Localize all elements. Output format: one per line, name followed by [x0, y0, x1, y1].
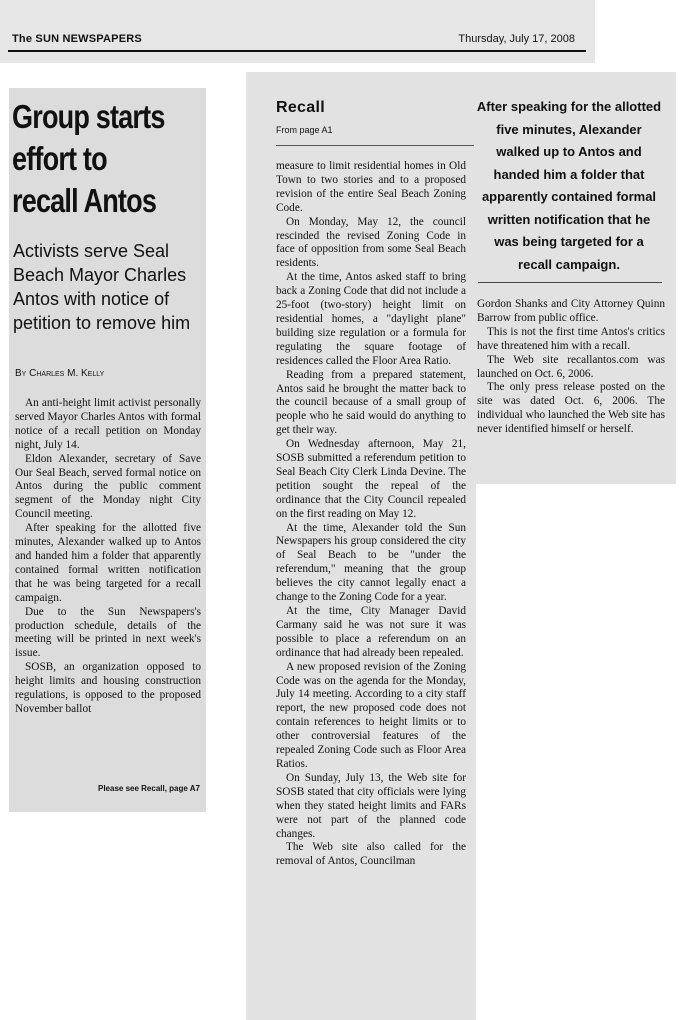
paragraph: At the time, City Manager David Carmany said he was not sure it was possible to place a referendum on an ordinance that had already been repealed. [276, 605, 466, 659]
pullquote-clipping [476, 72, 676, 484]
byline: By Charles M. Kelly [15, 368, 105, 379]
paragraph: Reading from a prepared statement, Antos said he brought the matter back to the council because of a small group of people who he said would do anything to get their way. [276, 368, 466, 437]
paragraph: A new proposed revision of the Zoning Code was on the agenda for the Monday, July 14 meeting. According to a city staff report, the new proposed code does not contain references to height limits or to other controversial features of the repealed Zoning Code such as Floor Area Ratios. [276, 660, 466, 770]
subhead: Activists serve Seal Beach Mayor Charles Antos with notice of petition to remove him [13, 241, 191, 333]
paragraph: Due to the Sun Newspapers's production schedule, details of the meeting will be printed in next week's issue. [15, 605, 201, 660]
continuation-body-column-2 [477, 298, 665, 437]
divider [478, 282, 662, 283]
paragraph: SOSB, an organization opposed to height limits and housing construction regulations, is opposed to the proposed November ballot [15, 661, 201, 715]
headline-line: Group starts [12, 98, 165, 135]
divider [276, 145, 474, 146]
newspaper-name: The SUN NEWSPAPERS [12, 33, 142, 45]
paragraph: The only press release posted on the site was dated Oct. 6, 2006. The individual who launched the Web site has never identified himself or herself. [477, 381, 665, 436]
article-clipping [9, 88, 206, 812]
masthead [0, 0, 595, 63]
paragraph: measure to limit residential homes in Old Town to two stories and to a proposed revision of the entire Seal Beach Zoning Code. [276, 160, 466, 214]
paragraph: An anti-height limit activist personally served Mayor Charles Antos with formal notice of a recall petition on Monday night, July 14. [15, 397, 201, 451]
jump-line: Please see Recall, page A7 [98, 784, 200, 793]
continuation-clipping [246, 72, 476, 1020]
article-body-column [15, 397, 201, 717]
headline-line: effort to [12, 140, 107, 177]
from-page-label: From page A1 [276, 125, 333, 135]
paragraph: On Monday, May 12, the council rescinded the revised Zoning Code in face of opposition from some Seal Beach residents. [276, 215, 466, 270]
pull-quote: After speaking for the allotted five minutes, Alexander walked up to Antos and handed him a folder that apparently contained formal written notification that he was being targeted for a recall campaign. [476, 99, 662, 272]
paragraph: Gordon Shanks and City Attorney Quinn Barrow from public office. [477, 298, 665, 324]
masthead-rule [8, 50, 586, 52]
headline-line: recall Antos [12, 182, 157, 219]
issue-date: Thursday, July 17, 2008 [458, 33, 575, 45]
paragraph: At the time, Antos asked staff to bring back a Zoning Code that did not include a 25-foot (two-story) height limit on residential homes, a "daylight plane" building size regulation or a formula for regulating the square footage of residences called the Floor Area Ratio. [276, 271, 466, 367]
continuation-body-column [276, 160, 466, 869]
continuation-title: Recall [276, 99, 325, 116]
paragraph: Eldon Alexander, secretary of Save Our Seal Beach, served formal notice on Antos during the public comment segment of the Monday night City Council meeting. [15, 452, 201, 521]
paragraph: The Web site recallantos.com was launched on Oct. 6, 2006. [477, 353, 665, 380]
paragraph: After speaking for the allotted five minutes, Alexander walked up to Antos and handed him a folder that apparently contained formal written notification that he was being targeted for a recall campaign. [15, 522, 201, 604]
paragraph: The Web site also called for the removal of Antos, Councilman [276, 841, 466, 868]
paragraph: On Wednesday afternoon, May 21, SOSB submitted a referendum petition to Seal Beach City Clerk Linda Devine. The petition sought the repeal of the ordinance that the City Council repealed on the first reading on May 12. [276, 438, 466, 520]
paragraph: On Sunday, July 13, the Web site for SOSB stated that city officials were lying when they stated height limits and FARs were not part of the planned code changes. [276, 771, 466, 840]
headline [12, 96, 169, 222]
paragraph: This is not the first time Antos's critics have threatened him with a recall. [477, 325, 665, 352]
paragraph: At the time, Alexander told the Sun Newspapers his group considered the city of Seal Beach to be "under the referendum," meaning that the group believes the city cannot legally enact a change to the Zoning Code for a year. [276, 521, 466, 604]
